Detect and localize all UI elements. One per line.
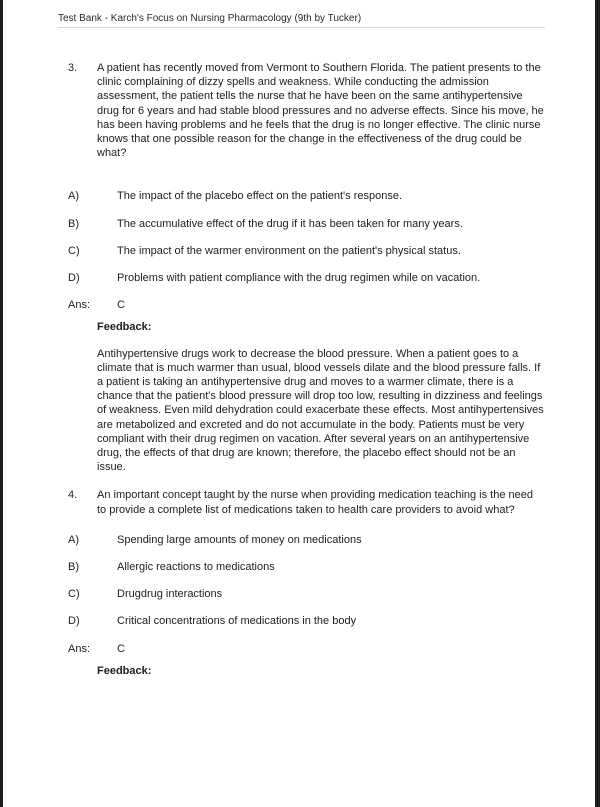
question-3-option-d-text: Problems with patient compliance with the drug regimen while on vacation. (117, 272, 481, 285)
question-4-option-c (68, 587, 548, 601)
question-4-answer-row (68, 642, 548, 656)
question-3-option-a-letter: A) (68, 190, 79, 203)
question-3-option-b (68, 217, 548, 231)
question-3-option-c-text: The impact of the warmer environment on the patient's physical status. (117, 244, 461, 257)
question-4-option-d (68, 614, 548, 628)
question-3-feedback-heading: Feedback: (97, 321, 152, 334)
question-4-option-a-text: Spending large amounts of money on medications (117, 533, 362, 546)
question-3-feedback-text: Antihypertensive drugs work to decrease the blood pressure. When a patient goes to a climate that is much warmer than usual, blood vessels dilate and the blood pressure falls. If a patient is taking an antihypertensive drug and moves to a warmer climate, there is a chance that the patient's blood pressure will drop too low, resulting in dizziness and feelings of weakness. Even mild dehydration could exacerbate these effects. Most antihypertensives are metabolized and excreted and do not accumulate in the body. Patients must be very compliant with their drug regimen on vacation. After several years on an antihypertensive drug, the effects of that drug are known; therefore, the placebo effect should not be an issue. (97, 347, 544, 474)
question-4-number: 4. (68, 489, 78, 502)
question-3-option-c-letter: C) (68, 244, 80, 257)
question-3-option-d-letter: D) (68, 272, 80, 285)
question-4-option-b (68, 560, 548, 574)
question-4-option-a (68, 533, 548, 547)
question-4-option-a-letter: A) (68, 533, 79, 546)
question-4-text: An important concept taught by the nurse when providing medication teaching is the need to provide a complete list of medications taken to health care providers to avoid what? (97, 489, 533, 516)
question-4-option-c-letter: C) (68, 588, 80, 601)
question-4-feedback-heading: Feedback: (97, 664, 152, 677)
question-4-option-d-text: Critical concentrations of medications in the body (117, 615, 357, 628)
question-3-text: A patient has recently moved from Vermont to Southern Florida. The patient presents to the clinic complaining of dizzy spells and weakness. While conducting the admission assessment, the patient tells the nurse that he have been on the same antihypertensive drug for 6 years and had stable blood pressures and no adverse effects. Since his move, he has been having problems and he feels that the drug is no longer effective. The clinic nurse knows that one possible reason for the change in the effectiveness of the drug could be what? (97, 62, 544, 160)
question-4-option-b-letter: B) (68, 561, 79, 574)
question-4-option-d-letter: D) (68, 615, 80, 628)
question-3-option-d (68, 271, 548, 285)
question-4-answer-value: C (117, 642, 125, 655)
document-page (3, 0, 595, 807)
question-4-option-c-text: Drugdrug interactions (117, 588, 223, 601)
question-3-answer-value: C (117, 299, 125, 312)
document-header-title: Test Bank - Karch's Focus on Nursing Pharmacology (9th by Tucker) (58, 12, 545, 28)
question-3-option-b-text: The accumulative effect of the drug if it has been taken for many years. (117, 217, 463, 230)
question-4-option-b-text: Allergic reactions to medications (117, 561, 275, 574)
question-3-option-c (68, 244, 548, 258)
question-3-option-a-text: The impact of the placebo effect on the patient's response. (117, 190, 403, 203)
question-3-answer-row (68, 298, 548, 312)
question-3-option-a (68, 189, 548, 203)
question-3-answer-label: Ans: (68, 299, 91, 312)
question-3-number: 3. (68, 62, 78, 74)
question-4-answer-label: Ans: (68, 642, 91, 655)
question-4 (68, 488, 548, 516)
document-content (68, 61, 548, 678)
question-3-option-b-letter: B) (68, 217, 79, 230)
question-3 (68, 61, 548, 160)
